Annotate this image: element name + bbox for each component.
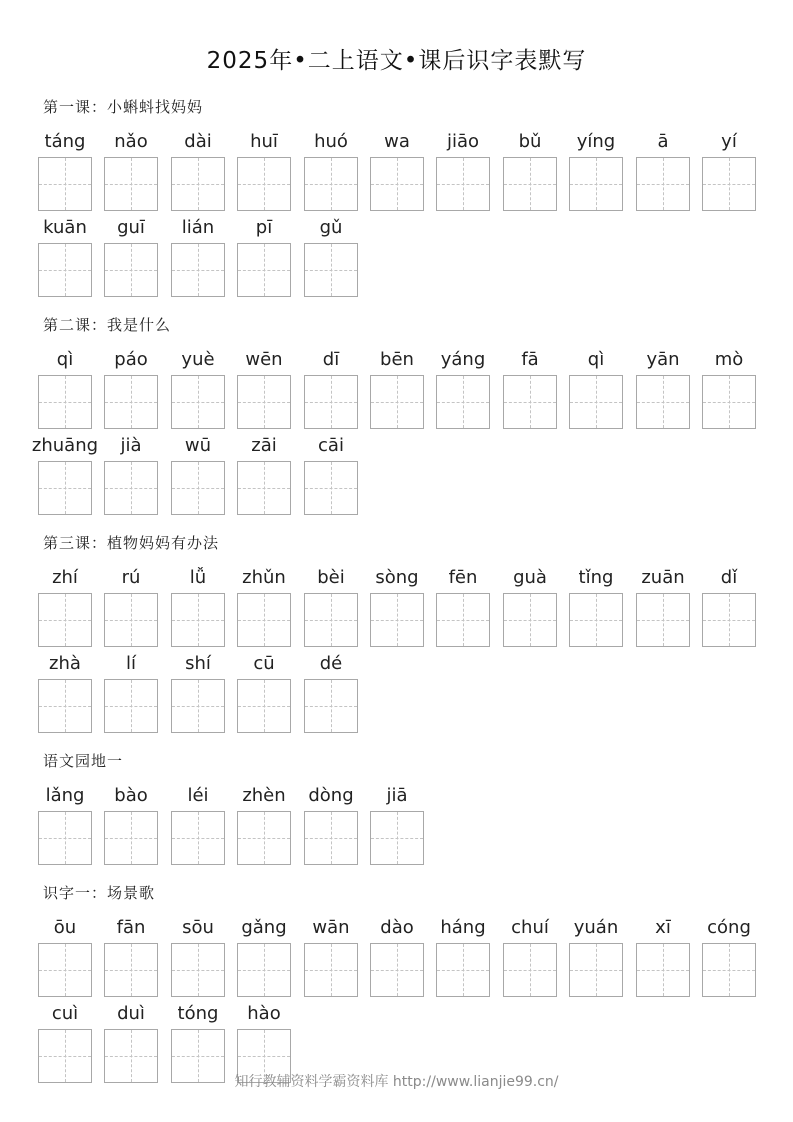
writing-cell [104, 349, 158, 429]
writing-cell [171, 435, 225, 515]
guide-line-vertical [264, 376, 265, 428]
tianzige-box[interactable] [104, 679, 158, 733]
pinyin-label: lǎng [45, 785, 85, 806]
tianzige-box[interactable] [38, 679, 92, 733]
pinyin-label: huī [250, 131, 278, 152]
writing-cell [171, 131, 225, 211]
pinyin-label: sòng [375, 567, 419, 588]
guide-line-vertical [530, 594, 531, 646]
writing-cell [104, 131, 158, 211]
guide-line-vertical [65, 594, 66, 646]
pinyin-label: dé [319, 653, 343, 674]
guide-line-vertical [596, 376, 597, 428]
writing-cell [636, 349, 690, 429]
pinyin-label: guà [513, 567, 547, 588]
tianzige-box[interactable] [370, 943, 424, 997]
tianzige-box[interactable] [370, 157, 424, 211]
guide-line-vertical [530, 376, 531, 428]
writing-cell [104, 217, 158, 297]
pinyin-label: zhèn [242, 785, 286, 806]
writing-cell [104, 785, 158, 865]
guide-line-vertical [264, 462, 265, 514]
pinyin-label: cū [253, 653, 275, 674]
pinyin-label: háng [440, 917, 486, 938]
tianzige-box[interactable] [370, 593, 424, 647]
guide-line-vertical [131, 244, 132, 296]
writing-cell [304, 435, 358, 515]
pinyin-label: fēn [448, 567, 478, 588]
tianzige-box[interactable] [702, 593, 756, 647]
guide-line-vertical [65, 376, 66, 428]
guide-line-vertical [331, 244, 332, 296]
guide-line-vertical [530, 158, 531, 210]
pinyin-row [31, 435, 768, 515]
writing-cell [171, 917, 225, 997]
writing-cell [370, 349, 424, 429]
pinyin-row [38, 217, 768, 297]
writing-cell [237, 653, 291, 733]
guide-line-vertical [729, 376, 730, 428]
tianzige-box[interactable] [436, 943, 490, 997]
guide-line-vertical [198, 680, 199, 732]
guide-line-vertical [131, 158, 132, 210]
guide-line-vertical [131, 462, 132, 514]
tianzige-box[interactable] [503, 943, 557, 997]
writing-cell [636, 567, 690, 647]
guide-line-vertical [264, 680, 265, 732]
pinyin-label: lǚ [189, 567, 207, 588]
pinyin-label: zhuāng [31, 435, 99, 456]
section-title: 识字一：场景歌 [43, 884, 156, 902]
pinyin-row [38, 653, 768, 733]
writing-cell [569, 917, 623, 997]
pinyin-label: zhà [49, 653, 81, 674]
tianzige-box[interactable] [171, 375, 225, 429]
writing-cell [38, 217, 92, 297]
pinyin-label: gǔ [319, 217, 343, 238]
watermark-footer: 知行教辅资料学霸资料库 http://www.lianjie99.cn/ [234, 1074, 559, 1090]
writing-cell [237, 917, 291, 997]
tianzige-box[interactable] [702, 375, 756, 429]
writing-cell [702, 349, 756, 429]
tianzige-box[interactable] [171, 679, 225, 733]
pinyin-label: yíng [576, 131, 616, 152]
lesson-section [38, 532, 768, 752]
tianzige-box[interactable] [503, 157, 557, 211]
pinyin-row [38, 567, 768, 647]
writing-cell [237, 567, 291, 647]
guide-line-vertical [65, 462, 66, 514]
guide-line-vertical [198, 594, 199, 646]
pinyin-label: cāi [318, 435, 344, 456]
guide-line-vertical [264, 944, 265, 996]
pinyin-label: páo [114, 349, 148, 370]
writing-cell [237, 131, 291, 211]
pinyin-label: bèi [317, 567, 345, 588]
pinyin-label: shí [185, 653, 211, 674]
tianzige-box[interactable] [370, 811, 424, 865]
writing-cell [304, 653, 358, 733]
pinyin-label: dào [380, 917, 414, 938]
pinyin-label: chuí [511, 917, 549, 938]
guide-line-vertical [729, 158, 730, 210]
pinyin-label: dī [322, 349, 340, 370]
tianzige-box[interactable] [237, 593, 291, 647]
writing-cell [237, 217, 291, 297]
tianzige-box[interactable] [237, 811, 291, 865]
guide-line-vertical [596, 944, 597, 996]
pinyin-row [38, 917, 768, 997]
writing-cell [237, 349, 291, 429]
writing-cell [104, 567, 158, 647]
guide-line-vertical [198, 944, 199, 996]
pinyin-row [38, 785, 768, 865]
pinyin-label: xī [655, 917, 671, 938]
tianzige-box[interactable] [38, 943, 92, 997]
guide-line-vertical [198, 376, 199, 428]
writing-cell [304, 917, 358, 997]
writing-cell [237, 435, 291, 515]
section-title: 第一课：小蝌蚪找妈妈 [43, 98, 204, 116]
tianzige-box[interactable] [304, 157, 358, 211]
guide-line-vertical [331, 376, 332, 428]
writing-cell [569, 131, 623, 211]
tianzige-box[interactable] [104, 593, 158, 647]
pinyin-label: zāi [251, 435, 277, 456]
pinyin-label: wēn [245, 349, 283, 370]
guide-line-vertical [131, 944, 132, 996]
tianzige-box[interactable] [436, 375, 490, 429]
pinyin-label: wa [384, 131, 410, 152]
guide-line-vertical [331, 462, 332, 514]
pinyin-label: yáng [440, 349, 486, 370]
lesson-section [38, 96, 768, 316]
guide-line-vertical [663, 376, 664, 428]
guide-line-vertical [331, 944, 332, 996]
pinyin-label: dài [184, 131, 212, 152]
guide-line-vertical [463, 158, 464, 210]
pinyin-label: yí [721, 131, 737, 152]
pinyin-label: jiāo [446, 131, 480, 152]
pinyin-label: tóng [177, 1003, 219, 1024]
guide-line-vertical [65, 812, 66, 864]
guide-line-vertical [331, 594, 332, 646]
writing-cell [304, 217, 358, 297]
pinyin-label: gǎng [241, 917, 287, 938]
pinyin-label: zuān [641, 567, 685, 588]
guide-line-vertical [65, 158, 66, 210]
tianzige-box[interactable] [569, 593, 623, 647]
writing-cell [38, 653, 92, 733]
tianzige-box[interactable] [104, 243, 158, 297]
guide-line-vertical [463, 594, 464, 646]
writing-cell [636, 131, 690, 211]
tianzige-box[interactable] [304, 679, 358, 733]
guide-line-vertical [331, 812, 332, 864]
guide-line-vertical [264, 594, 265, 646]
pinyin-label: mò [714, 349, 744, 370]
pinyin-label: bǔ [518, 131, 542, 152]
writing-cell [38, 785, 92, 865]
tianzige-box[interactable] [304, 375, 358, 429]
pinyin-label: huó [314, 131, 348, 152]
pinyin-label: yuè [181, 349, 215, 370]
section-title: 第三课：植物妈妈有办法 [43, 534, 220, 552]
tianzige-box[interactable] [304, 461, 358, 515]
tianzige-box[interactable] [636, 375, 690, 429]
guide-line-vertical [331, 158, 332, 210]
writing-cell [304, 785, 358, 865]
writing-cell [171, 217, 225, 297]
pinyin-label: tǐng [578, 567, 614, 588]
guide-line-vertical [397, 158, 398, 210]
pinyin-label: jiā [386, 785, 408, 806]
writing-cell [503, 131, 557, 211]
tianzige-box[interactable] [38, 811, 92, 865]
writing-cell [702, 567, 756, 647]
guide-line-vertical [198, 812, 199, 864]
guide-line-vertical [198, 244, 199, 296]
guide-line-vertical [331, 680, 332, 732]
tianzige-box[interactable] [237, 461, 291, 515]
writing-cell [304, 567, 358, 647]
pinyin-label: sōu [182, 917, 214, 938]
tianzige-box[interactable] [104, 811, 158, 865]
writing-cell [171, 349, 225, 429]
tianzige-box[interactable] [104, 943, 158, 997]
writing-cell [171, 567, 225, 647]
pinyin-label: dòng [308, 785, 354, 806]
writing-cell [104, 917, 158, 997]
guide-line-vertical [729, 944, 730, 996]
lesson-section [38, 882, 768, 1102]
pinyin-label: qì [56, 349, 74, 370]
guide-line-vertical [65, 680, 66, 732]
tianzige-box[interactable] [104, 375, 158, 429]
writing-cell [569, 349, 623, 429]
guide-line-vertical [663, 944, 664, 996]
page-title: 2025年•二上语文•课后识字表默写 [206, 48, 587, 74]
guide-line-vertical [131, 594, 132, 646]
tianzige-box[interactable] [702, 157, 756, 211]
tianzige-box[interactable] [304, 593, 358, 647]
writing-cell [38, 567, 92, 647]
pinyin-label: jià [120, 435, 142, 456]
tianzige-box[interactable] [171, 811, 225, 865]
guide-line-vertical [530, 944, 531, 996]
guide-line-vertical [264, 244, 265, 296]
tianzige-box[interactable] [702, 943, 756, 997]
writing-cell [503, 917, 557, 997]
writing-cell [702, 131, 756, 211]
pinyin-label: léi [187, 785, 209, 806]
writing-cell [237, 785, 291, 865]
tianzige-box[interactable] [38, 243, 92, 297]
pinyin-label: wū [184, 435, 212, 456]
guide-line-vertical [463, 376, 464, 428]
section-title: 语文园地一 [43, 752, 124, 770]
writing-cell [38, 917, 92, 997]
tianzige-box[interactable] [304, 243, 358, 297]
pinyin-label: guī [117, 217, 145, 238]
pinyin-label: lián [181, 217, 215, 238]
pinyin-label: kuān [43, 217, 87, 238]
writing-cell [171, 653, 225, 733]
guide-line-vertical [131, 376, 132, 428]
guide-line-vertical [198, 462, 199, 514]
writing-cell [370, 131, 424, 211]
writing-cell [304, 131, 358, 211]
pinyin-label: zhǔn [242, 567, 286, 588]
writing-cell [304, 349, 358, 429]
pinyin-label: ōu [53, 917, 77, 938]
guide-line-vertical [463, 944, 464, 996]
guide-line-vertical [65, 244, 66, 296]
tianzige-box[interactable] [569, 943, 623, 997]
pinyin-label: wān [312, 917, 350, 938]
guide-line-vertical [131, 680, 132, 732]
guide-line-vertical [397, 944, 398, 996]
guide-line-vertical [397, 594, 398, 646]
guide-line-vertical [596, 158, 597, 210]
pinyin-label: hào [247, 1003, 281, 1024]
writing-cell [38, 349, 92, 429]
tianzige-box[interactable] [503, 375, 557, 429]
pinyin-label: qì [587, 349, 605, 370]
guide-line-vertical [663, 594, 664, 646]
pinyin-label: nǎo [114, 131, 148, 152]
writing-cell [436, 917, 490, 997]
tianzige-box[interactable] [636, 593, 690, 647]
guide-line-vertical [596, 594, 597, 646]
tianzige-box[interactable] [636, 943, 690, 997]
tianzige-box[interactable] [104, 461, 158, 515]
guide-line-vertical [397, 376, 398, 428]
tianzige-box[interactable] [171, 943, 225, 997]
pinyin-label: zhí [52, 567, 78, 588]
writing-cell [104, 435, 158, 515]
tianzige-box[interactable] [436, 157, 490, 211]
tianzige-box[interactable] [38, 593, 92, 647]
tianzige-box[interactable] [104, 157, 158, 211]
pinyin-label: pī [255, 217, 273, 238]
guide-line-vertical [663, 158, 664, 210]
tianzige-box[interactable] [370, 375, 424, 429]
tianzige-box[interactable] [237, 679, 291, 733]
pinyin-label: yuán [573, 917, 619, 938]
pinyin-label: yān [646, 349, 680, 370]
tianzige-box[interactable] [237, 943, 291, 997]
writing-cell [370, 567, 424, 647]
guide-line-vertical [65, 944, 66, 996]
writing-cell [370, 785, 424, 865]
writing-cell [370, 917, 424, 997]
writing-cell [38, 131, 92, 211]
tianzige-box[interactable] [237, 243, 291, 297]
pinyin-label: dǐ [720, 567, 738, 588]
writing-cell [636, 917, 690, 997]
tianzige-box[interactable] [171, 461, 225, 515]
pinyin-label: rú [121, 567, 141, 588]
tianzige-box[interactable] [171, 593, 225, 647]
tianzige-box[interactable] [304, 811, 358, 865]
guide-line-vertical [397, 812, 398, 864]
writing-cell [503, 349, 557, 429]
pinyin-label: bēn [380, 349, 414, 370]
pinyin-label: lí [125, 653, 136, 674]
tianzige-box[interactable] [436, 593, 490, 647]
guide-line-vertical [198, 158, 199, 210]
tianzige-box[interactable] [38, 157, 92, 211]
tianzige-box[interactable] [569, 157, 623, 211]
tianzige-box[interactable] [237, 157, 291, 211]
pinyin-label: fān [116, 917, 146, 938]
pinyin-label: duì [117, 1003, 145, 1024]
tianzige-box[interactable] [38, 461, 92, 515]
guide-line-vertical [131, 812, 132, 864]
section-title: 第二课：我是什么 [43, 316, 172, 334]
pinyin-label: táng [44, 131, 86, 152]
pinyin-row [38, 131, 768, 211]
pinyin-row [38, 349, 768, 429]
writing-cell [104, 653, 158, 733]
writing-cell [436, 567, 490, 647]
pinyin-label: cuì [51, 1003, 79, 1024]
pinyin-label: bào [114, 785, 148, 806]
writing-cell [31, 435, 99, 515]
tianzige-box[interactable] [38, 375, 92, 429]
writing-cell [569, 567, 623, 647]
tianzige-box[interactable] [636, 157, 690, 211]
tianzige-box[interactable] [237, 375, 291, 429]
pinyin-label: fā [521, 349, 539, 370]
writing-cell [436, 131, 490, 211]
guide-line-vertical [729, 594, 730, 646]
writing-cell [436, 349, 490, 429]
tianzige-box[interactable] [171, 243, 225, 297]
tianzige-box[interactable] [503, 593, 557, 647]
guide-line-vertical [264, 812, 265, 864]
writing-cell [503, 567, 557, 647]
tianzige-box[interactable] [569, 375, 623, 429]
pinyin-label: ā [657, 131, 669, 152]
tianzige-box[interactable] [304, 943, 358, 997]
writing-cell [171, 785, 225, 865]
lesson-section [31, 314, 768, 534]
pinyin-label: cóng [707, 917, 751, 938]
tianzige-box[interactable] [171, 157, 225, 211]
guide-line-vertical [264, 158, 265, 210]
writing-cell [702, 917, 756, 997]
